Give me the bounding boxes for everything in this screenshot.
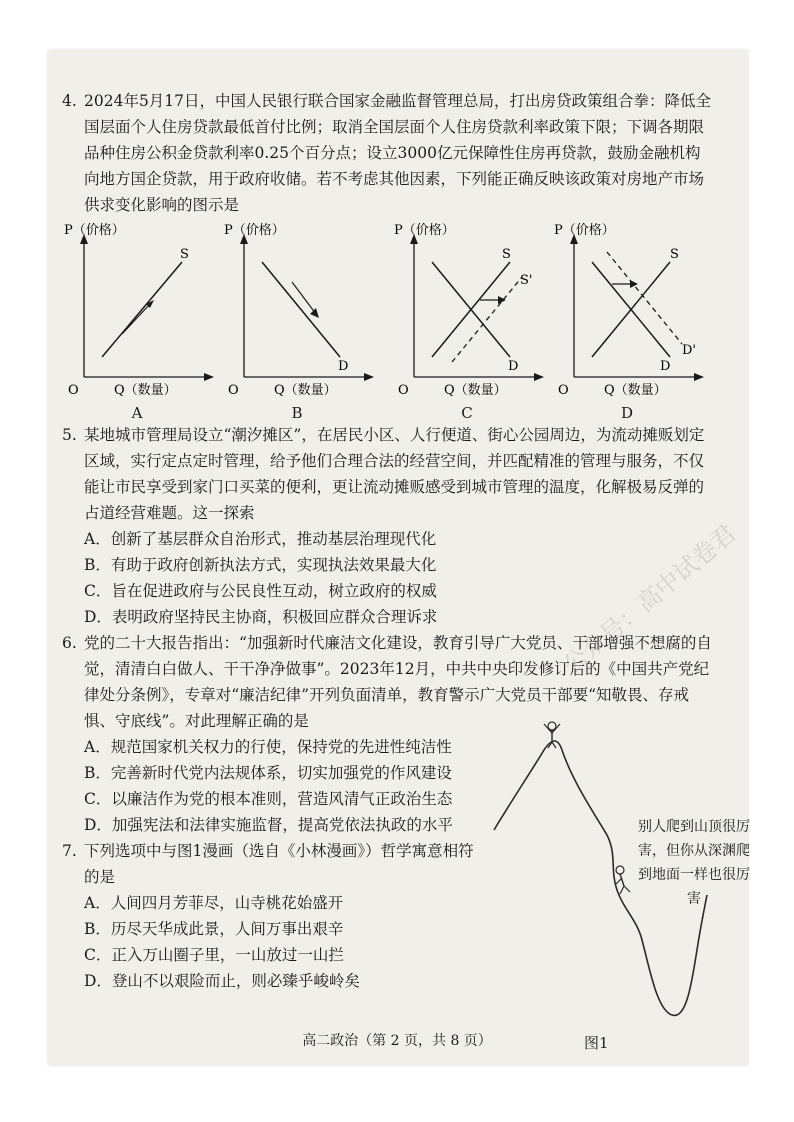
page-footer: 高二政治（第 2 页，共 8 页） <box>302 1033 492 1049</box>
curve-label-d-prime: D' <box>682 343 696 358</box>
option-c[interactable]: C．以廉洁作为党的根本准则，营造风清气正政治生态 <box>84 790 453 808</box>
curve-label-d: D <box>338 359 349 374</box>
option-d[interactable]: D．登山不以艰险而止，则必臻乎峻岭矣 <box>84 972 360 990</box>
question-4 <box>62 88 714 218</box>
graph-b <box>222 222 372 422</box>
graph-option-label: B <box>291 404 303 422</box>
option-c[interactable]: C．正入万山圈子里，一山放过一山拦 <box>84 946 344 964</box>
graph-option-label: A <box>131 404 143 422</box>
option-c[interactable]: C．旨在促进政府与公民良性互动，树立政府的权威 <box>84 582 437 600</box>
option-b[interactable]: B．完善新时代党内法规体系，切实加强党的作风建设 <box>84 764 452 782</box>
x-axis-label: Q（数量） <box>274 383 337 398</box>
x-axis-label: Q（数量） <box>604 383 667 398</box>
y-axis-label: P（价格） <box>554 223 615 238</box>
y-axis-label: P（价格） <box>64 223 125 238</box>
graph-a-plot <box>62 222 212 397</box>
curve-label-d: D <box>508 359 519 374</box>
option-d[interactable]: D．加强宪法和法律实施监督，提高党依法执政的水平 <box>84 816 453 834</box>
curve-label-s-prime: S' <box>520 273 533 288</box>
q4-graphs <box>62 222 714 422</box>
figure-1-cartoon <box>492 720 750 1060</box>
curve-label-d: D <box>660 359 671 374</box>
origin-label: O <box>398 383 409 398</box>
origin-label: O <box>228 383 239 398</box>
question-text: 党的二十大报告指出：“加强新时代廉洁文化建设，教育引导广大党员、干部增强不想腐的自觉，清清白白做人、干干净净做事”。2023年12月，中共中央印发修订后的《中国共产党纪律处分条例》，专章对“廉洁纪律”开列负面清单，教育警示广大党员干部要“知敬畏、存戒惧、守底线”。对此理解正确的是 <box>84 634 712 730</box>
y-axis-label: P（价格） <box>394 223 455 238</box>
question-text: 2024年5月17日，中国人民银行联合国家金融监督管理总局，打出房贷政策组合拳：降低全国层面个人住房贷款最低首付比例；取消全国层面个人住房贷款利率政策下限；下调各期限品种住房公积金贷款利率0.25个百分点；设立3000亿元保障性住房再贷款，鼓励金融机构向地方国企贷款，用于政府收储。若不考虑其他因素，下列能正确反映该政策对房地产市场供求变化影响的图示是 <box>84 92 712 214</box>
question-number: 6. <box>62 634 77 652</box>
graph-d-plot <box>552 222 702 397</box>
question-number: 7. <box>62 842 77 860</box>
option-b[interactable]: B．历尽天华成此景，人间万事出艰辛 <box>84 920 344 938</box>
graph-d <box>552 222 702 422</box>
climbing-person-icon <box>616 866 630 894</box>
question-text: 下列选项中与图1漫画（选自《小林漫画》）哲学寓意相符的是 <box>84 842 474 886</box>
curve-label-s: S <box>180 247 189 262</box>
question-5 <box>62 422 714 630</box>
x-axis-label: Q（数量） <box>114 383 177 398</box>
option-a[interactable]: A．创新了基层群众自治形式，推动基层治理现代化 <box>84 530 437 548</box>
question-number: 5. <box>62 426 77 444</box>
question-number: 4. <box>62 92 77 110</box>
figure-label: 图1 <box>584 1034 609 1052</box>
origin-label: O <box>558 383 569 398</box>
question-text: 某地城市管理局设立“潮汐摊区”，在居民小区、人行便道、街心公园周边，为流动摊贩划定区域，实行定点定时管理，给予他们合理合法的经营空间，并匹配精准的管理与服务，不仅能让市民享受到家门口买菜的便利，更让流动摊贩感受到城市管理的温度，化解极易反弹的占道经营难题。这一探索 <box>84 426 705 522</box>
y-axis-label: P（价格） <box>224 223 285 238</box>
graph-option-label: C <box>461 404 473 422</box>
curve-label-s: S <box>670 247 679 262</box>
option-a[interactable]: A．规范国家机关权力的行使，保持党的先进性纯洁性 <box>84 738 452 756</box>
graph-b-plot <box>222 222 372 397</box>
graph-option-label: D <box>620 404 634 422</box>
option-a[interactable]: A．人间四月芳菲尽，山寺桃花始盛开 <box>84 894 344 912</box>
graph-c-plot <box>392 222 542 397</box>
graph-a <box>62 222 212 422</box>
watermark-text: 公众号：高中试卷君 <box>557 519 742 680</box>
option-d[interactable]: D．表明政府坚持民主协商，积极回应群众合理诉求 <box>84 608 438 626</box>
graph-c <box>392 222 542 422</box>
option-b[interactable]: B．有助于政府创新执法方式，实现执法效果最大化 <box>84 556 437 574</box>
curve-label-s: S <box>502 247 511 262</box>
cartoon-caption: 别人爬到山顶很厉害，但你从深渊爬到地面一样也很厉害 <box>638 819 750 907</box>
person-on-peak-icon <box>544 722 560 748</box>
origin-label: O <box>68 383 79 398</box>
x-axis-label: Q（数量） <box>444 383 507 398</box>
